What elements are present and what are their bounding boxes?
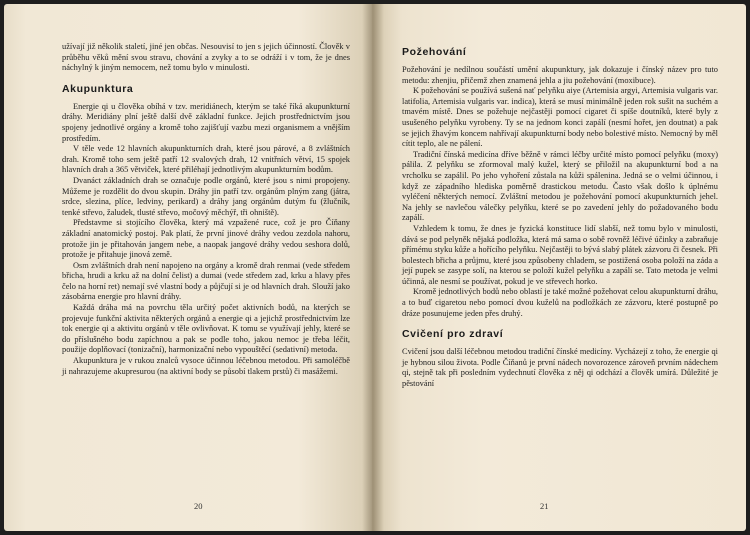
paragraph: Vzhledem k tomu, že dnes je fyzická konstituce lidí slabší, než tomu bylo v minulosti, dává se pod pelyněk nějaká podložka, která má sama o sobě rovněž léčivé účinky a zabraňuje přímému styku kůže a hořícího pelyňku. Nejčastěji to bývá slabý plátek zázvoru či česnek. Při bolestech břicha a průjmu, které jsou způsobeny chladem, se postižená osoba položí na záda a její pupek se zasype solí, na kterou se položí kužel pelyňku a zapálí se. Tato metoda je velmi účinná, ale nesmí se používat, pokud je ve střevech horko. — [402, 223, 718, 286]
right-page — [372, 4, 746, 531]
section-heading-akupunktura: Akupunktura — [62, 82, 134, 95]
paragraph: Cvičení jsou další léčebnou metodou tradiční čínské medicíny. Vycházejí z toho, že energie qi je hybnou silou života. Podle Číňanů je první nádech novorozence zároveň prvním nádechem qi, stejně tak při posledním vydechnutí člověka z něj qi odchází a člověk umírá. Důležité je pěstování — [402, 347, 718, 389]
paragraph: Požehování je nedílnou součástí umění akupunktury, jak dokazuje i čínský název pro tuto metodu: zhenjiu, přičemž zhen znamená jehla a jiu požehování (moxibuce). — [402, 65, 718, 85]
left-page — [4, 4, 372, 531]
paragraph: Představme si stojícího člověka, který má vzpažené ruce, což je pro Číňany základní anatomický postoj. Pak platí, že první jinové dráhy vedou zezdola nahoru, protože jin je přitahován jangem nebe, a naopak jangové dráhy vedou seshora dolů, protože je přitahuje jinová země. — [62, 218, 350, 260]
paragraph: Kromě jednotlivých bodů nebo oblastí je také možné požehovat celou akupunkturní dráhu, a to buď cigaretou nebo pomocí dvou kuželů na podložkách ze zázvoru, které postupně po dráze posunujeme jeden přes druhý. — [402, 287, 718, 318]
paragraph: K požehování se používá sušená nať pelyňku aiye (Artemisia argyi, Artemisia vulgaris var. latifolia, Artemisia vulgaris var. indica), která se musí minimálně jeden rok sušit na suchém a tmavém místě. Dnes se požehuje nejčastěji pomocí cigaret či spíše doutníků, které byly z usušeného pelyňku vyrobeny. Ty se na jednom konci zapálí (nesmí hořet, jen doutnat) a pak se jejich žhavým koncem nahřívají akupunkturní body nebo bolestivé místo. Nemocný by měl cítit teplo, ale ne pálení. — [402, 86, 718, 149]
paragraph: Energie qi u člověka obíhá v tzv. meridiánech, kterým se také říká akupunkturní dráhy. Meridiány plní ještě další dvě základní funkce. Jejich prostřednictvím jsou spojeny jednotlivé orgány a kromě toho zajišťují vazbu mezi organismem a vnějším prostředím. — [62, 101, 350, 143]
paragraph: Dvanáct základních drah se označuje podle orgánů, které jsou s nimi propojeny. Můžeme je rozdělit do dvou skupin. Dráhy jin patří tzv. orgánům plným zang (játra, srdce, slezina, plíce, ledviny, perikard) a dráhy jang orgánům dutým fu (žlučník, tenké střevo, žaludek, tlusté střevo, močový měchýř, tři ohniště). — [62, 175, 350, 217]
paragraph: Osm zvláštních drah není napojeno na orgány a kromě drah renmai (vede středem břicha, hrudi a krku až na dolní čelist) a dumai (vede středem zad, krku a hlavy přes čelo na horní ret) nemají své vlastní body a půjčují si je od hlavních drah. Slouží jako zásobárna energie pro hlavní dráhy. — [62, 260, 350, 302]
paragraph: Každá dráha má na povrchu těla určitý počet aktivních bodů, na kterých se projevuje funkční aktivita některých orgánů a energie qi a jejichž prostřednictvím lze tok energie qi a aktivitu orgánů v těle ovlivňovat. K tomu se využívají jehly, které se do příslušného bodu zapíchnou a pak se podle toho, jakou nemoc je třeba léčit, použije doplňovací (tonizační), harmonizační nebo vypouštěcí (sedativní) metoda. — [62, 303, 350, 355]
paragraph: V těle vede 12 hlavních akupunkturních drah, které jsou párové, a 8 zvláštních drah. Kromě toho sem ještě patří 12 svalových drah, 12 vnitřních větví, 15 spojek hlavních drah a 365 větviček, které přiléhají jednotlivým akupunkturním bodům. — [62, 144, 350, 175]
paragraph: Tradiční čínská medicína dříve běžně v rámci léčby určité místo pomocí pelyňku (moxy) pálila. Z pelyňku se zformoval malý kužel, který se přiložil na akupunkturní bod a na vrcholku se zapálil. Po jeho vyhoření zůstala na kůži spálenina. Jedná se o velmi účinnou, i když ze západního hlediska poměrně drastickou metodu. Často však došlo k úplnému vyléčení některých nemocí. Zvláštní metodou je požehování pomocí akupunkturních jehel. Na jehly se navlečou válečky pelyňku, které se po zavedení jehly do požadovaného bodu zapálí. — [402, 149, 718, 223]
section-heading-pozehovani: Požehování — [402, 46, 467, 58]
paragraph: užívají již několik staletí, jiné jen občas. Nesouvisí to jen s jejich účinností. Člověk v průběhu věků mění svou stravu, chování a zvyky a to se odráží i v tom, že je dnes náchylný k jiným nemocem, než tomu bylo v minulosti. — [62, 42, 350, 73]
page-number: 21 — [540, 501, 549, 511]
page-number: 20 — [194, 501, 203, 511]
paragraph: Akupunktura je v rukou znalců vysoce účinnou léčebnou metodou. Při samoléčbě ji nahrazujeme akupresurou (na aktivní body se působí tlakem prstů) či masážemi. — [62, 356, 350, 376]
section-heading-cviceni: Cvičení pro zdraví — [402, 328, 504, 341]
